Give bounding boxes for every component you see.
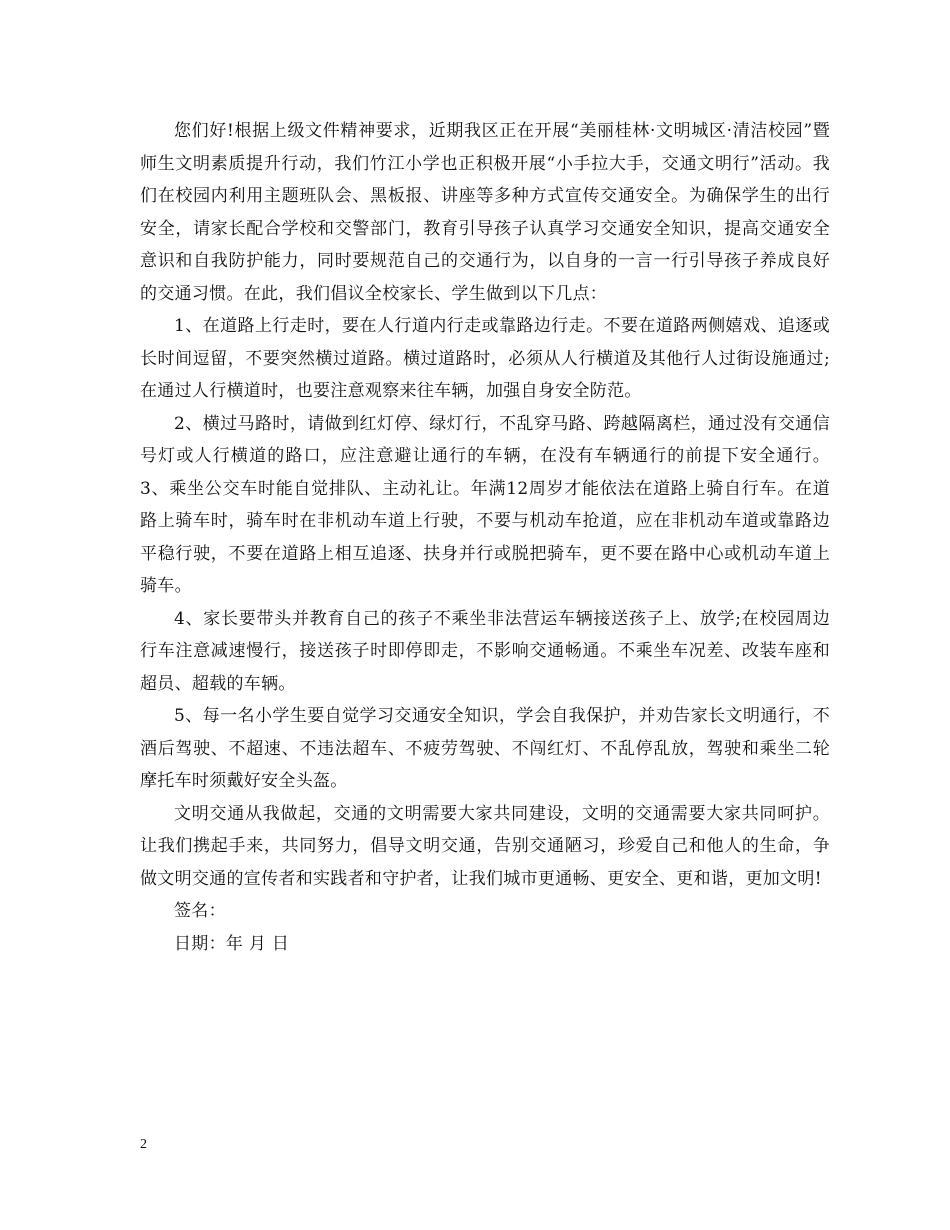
paragraph-item-5: 5、每一名小学生要自觉学习交通安全知识，学会自我保护，并劝告家长文明通行，不酒后驾驶、不超速、不违法超车、不疲劳驾驶、不闯红灯、不乱停乱放，驾驶和乘坐二轮摩托车时须戴好安全头盔。 <box>140 706 830 791</box>
paragraph-closing: 文明交通从我做起，交通的文明需要大家共同建设，文明的交通需要大家共同呵护。让我们携起手来，共同努力，倡导文明交通，告别交通陋习，珍爱自己和他人的生命，争做文明交通的宣传者和实践者和守护者，让我们城市更通畅、更安全、更和谐，更加文明! <box>140 803 830 889</box>
paragraph-item-2-3: 2、横过马路时，请做到红灯停、绿灯行，不乱穿马路、跨越隔离栏，通过没有交通信号灯或人行横道的路口，应注意避让通行的车辆，在没有车辆通行的前提下安全通行。 3、乘坐公交车时能自觉排队、主动礼让。年满12周岁才能依法在道路上骑自行车。在道路上骑车时，骑车时在非机动车道上行驶，不要与机动车抢道，应在非机动车道或靠路边平稳行驶，不要在道路上相互追逐、扶身并行或脱把骑车，更不要在路中心或机动车道上骑车。 <box>140 413 830 596</box>
paragraph-greeting: 您们好!根据上级文件精神要求，近期我区正在开展“美丽桂林·文明城区·清洁校园”暨师生文明素质提升行动，我们竹江小学也正积极开展“小手拉大手，交通文明行”活动。我们在校园内利用主题班队会、黑板报、讲座等多种方式宣传交通安全。为确保学生的出行安全，请家长配合学校和交警部门，教育引导孩子认真学习交通安全知识，提高交通安全意识和自我防护能力，同时要规范自己的交通行为，以自身的一言一行引导孩子养成良好的交通习惯。在此，我们倡议全校家长、学生做到以下几点： <box>140 121 830 304</box>
paragraph-item-4: 4、家长要带头并教育自己的孩子不乘坐非法营运车辆接送孩子上、放学;在校园周边行车注意减速慢行，接送孩子时即停即走，不影响交通畅通。不乘坐车况差、改装车座和超员、超载的车辆。 <box>140 608 830 694</box>
signature-label: 签名： <box>174 901 226 921</box>
date-label: 日期：年 月 日 <box>174 933 290 954</box>
paragraph-item-1: 1、在道路上行走时，要在人行道内行走或靠路边行走。不要在道路两侧嬉戏、追逐或长时间逗留，不要突然横过道路。横过道路时，必须从人行横道及其他行人过街设施通过;在通过人行横道时，也要注意观察来往车辆，加强自身安全防范。 <box>140 316 830 401</box>
page-number: 2 <box>140 1137 147 1152</box>
letter-body <box>140 115 830 960</box>
